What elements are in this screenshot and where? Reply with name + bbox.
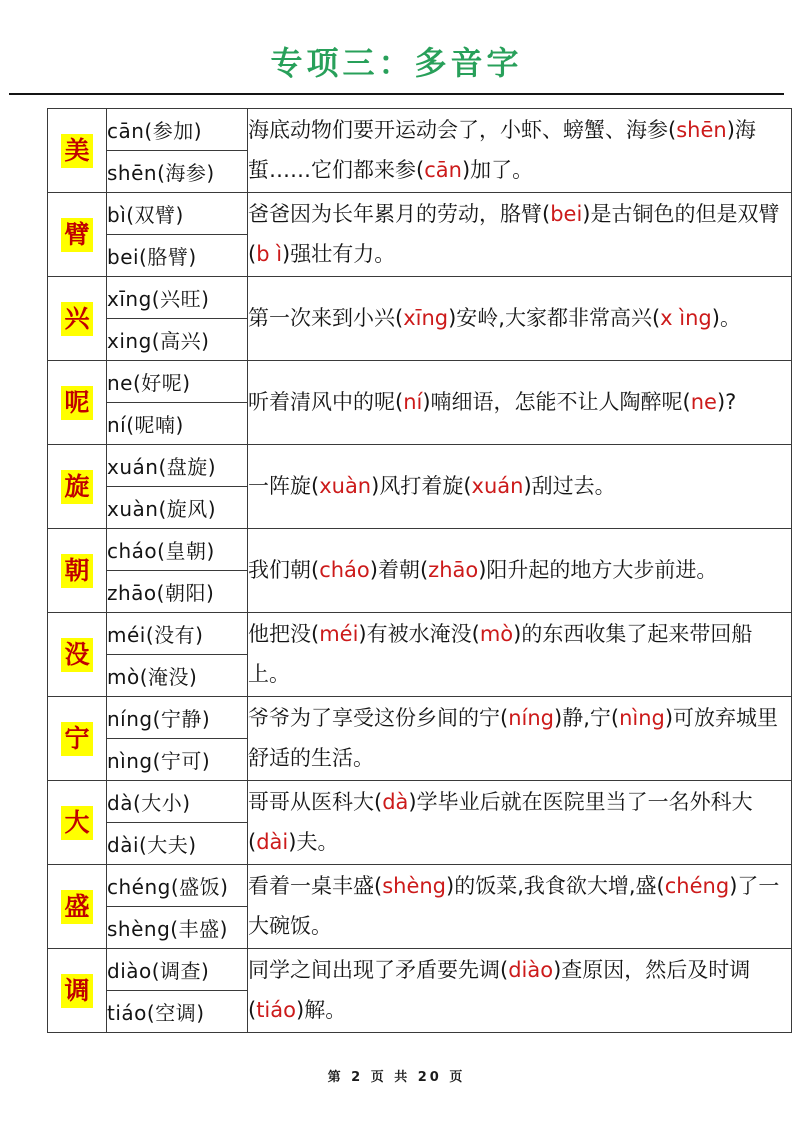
sentence-text: )解。 <box>296 997 347 1022</box>
sentence-text: 听着清风中的呢( <box>248 389 404 414</box>
sentence-text: )安岭,大家都非常高兴( <box>448 305 661 330</box>
page-number: 第 2 页 共 20 页 <box>327 1070 466 1085</box>
polyphone-table-body <box>48 109 792 1033</box>
pinyin-annotation: shēn <box>676 118 727 143</box>
reading-2: shèng(丰盛) <box>107 907 248 949</box>
sentence-text: )有被水淹没( <box>358 622 480 647</box>
pinyin-annotation: nìng <box>619 706 665 731</box>
table-row <box>48 529 792 571</box>
pinyin-annotation: mò <box>479 622 514 647</box>
sentence-text: )刮过去。 <box>523 473 616 498</box>
pinyin-annotation: zhāo <box>428 557 479 582</box>
polyphone-character: 没 <box>61 638 92 672</box>
polyphone-character: 大 <box>61 806 92 840</box>
polyphone-table <box>47 108 792 1033</box>
polyphone-character: 呢 <box>61 386 92 420</box>
sentence-text: )强壮有力。 <box>282 241 396 266</box>
reading-2: bei(胳臂) <box>107 235 248 277</box>
sentence-text: )。 <box>711 305 741 330</box>
reading-2: mò(淹没) <box>107 655 248 697</box>
reading-1: diào(调查) <box>107 949 248 991</box>
table-row <box>48 361 792 403</box>
sentence-text: )加了。 <box>461 157 534 182</box>
reading-1: xuán(盘旋) <box>107 445 248 487</box>
polyphone-character: 宁 <box>61 722 92 756</box>
pinyin-annotation: ne <box>690 389 717 414</box>
page-title: 专项三：多音字 <box>270 44 523 82</box>
sentence-text: )的东西收集了起来带回船上。 <box>248 622 753 686</box>
pinyin-annotation: dà <box>382 790 409 815</box>
example-sentence <box>248 445 792 529</box>
table-row <box>48 277 792 319</box>
pinyin-annotation: xuàn <box>319 473 372 498</box>
table-row <box>48 109 792 151</box>
char-cell <box>48 949 107 1033</box>
sentence-text: )的饭菜,我食欲大增,盛( <box>446 874 665 899</box>
sentence-text: )风打着旋( <box>371 473 472 498</box>
sentence-text: )阳升起的地方大步前进。 <box>478 557 718 582</box>
polyphone-character: 调 <box>61 974 92 1008</box>
reading-1: xīng(兴旺) <box>107 277 248 319</box>
char-cell <box>48 361 107 445</box>
char-cell <box>48 613 107 697</box>
sentence-text: 他把没( <box>248 622 320 647</box>
sentence-text: )了一大碗饭。 <box>248 874 780 938</box>
pinyin-annotation: chéng <box>664 874 730 899</box>
sentence-text: )静,宁( <box>554 706 620 731</box>
char-cell <box>48 781 107 865</box>
sentence-text: )着朝( <box>369 557 429 582</box>
reading-1: ne(好呢) <box>107 361 248 403</box>
sentence-text: )喃细语，怎能不让人陶醉呢( <box>422 389 691 414</box>
char-cell <box>48 697 107 781</box>
char-cell <box>48 865 107 949</box>
example-sentence <box>248 781 792 865</box>
pinyin-annotation: shèng <box>382 874 447 899</box>
reading-1: méi(没有) <box>107 613 248 655</box>
example-sentence <box>248 949 792 1033</box>
sentence-text: 爸爸因为长年累月的劳动，胳臂( <box>248 202 551 227</box>
example-sentence <box>248 109 792 193</box>
reading-2: tiáo(空调) <box>107 991 248 1033</box>
pinyin-annotation: diào <box>508 958 554 983</box>
pinyin-annotation: dài <box>256 829 289 854</box>
polyphone-character: 盛 <box>61 890 92 924</box>
pinyin-annotation: méi <box>319 622 359 647</box>
table-row <box>48 781 792 823</box>
pinyin-annotation: xuán <box>471 473 524 498</box>
example-sentence <box>248 613 792 697</box>
example-sentence <box>248 865 792 949</box>
pinyin-annotation: ní <box>403 389 423 414</box>
pinyin-annotation: x ìng <box>660 305 712 330</box>
polyphone-character: 旋 <box>61 470 92 504</box>
char-cell <box>48 109 107 193</box>
polyphone-character: 臂 <box>61 218 92 252</box>
pinyin-annotation: tiáo <box>256 997 296 1022</box>
polyphone-character: 朝 <box>61 554 92 588</box>
example-sentence <box>248 277 792 361</box>
example-sentence <box>248 697 792 781</box>
char-cell <box>48 193 107 277</box>
sentence-text: )海蜇……它们都来参( <box>248 118 756 182</box>
title-underline <box>9 93 784 95</box>
reading-2: dài(大夫) <box>107 823 248 865</box>
reading-1: chéng(盛饭) <box>107 865 248 907</box>
reading-2: zhāo(朝阳) <box>107 571 248 613</box>
table-row <box>48 697 792 739</box>
sentence-text: 海底动物们要开运动会了，小虾、螃蟹、海参( <box>248 118 677 143</box>
char-cell <box>48 277 107 361</box>
pinyin-annotation: xīng <box>403 305 449 330</box>
sentence-text: 哥哥从医科大( <box>248 790 383 815</box>
sentence-text: )? <box>716 389 737 414</box>
pinyin-annotation: níng <box>508 706 554 731</box>
pinyin-annotation: b ì <box>256 241 283 266</box>
char-cell <box>48 529 107 613</box>
table-row <box>48 865 792 907</box>
pinyin-annotation: bei <box>550 202 583 227</box>
sentence-text: 看着一桌丰盛( <box>248 874 383 899</box>
reading-2: xuàn(旋风) <box>107 487 248 529</box>
reading-2: shēn(海参) <box>107 151 248 193</box>
sentence-text: )可放弃城里舒适的生活。 <box>248 706 779 770</box>
table-row <box>48 949 792 991</box>
sentence-text: 一阵旋( <box>248 473 320 498</box>
table-row <box>48 193 792 235</box>
char-cell <box>48 445 107 529</box>
table-row <box>48 613 792 655</box>
pinyin-annotation: cān <box>424 157 462 182</box>
polyphone-character: 兴 <box>61 302 92 336</box>
reading-2: ní(呢喃) <box>107 403 248 445</box>
example-sentence <box>248 361 792 445</box>
sentence-text: 第一次来到小兴( <box>248 305 404 330</box>
reading-1: cháo(皇朝) <box>107 529 248 571</box>
table-row <box>48 445 792 487</box>
example-sentence <box>248 193 792 277</box>
sentence-text: )学毕业后就在医院里当了一名外科大( <box>248 790 753 854</box>
pinyin-annotation: cháo <box>319 557 370 582</box>
sentence-text: )夫。 <box>288 829 339 854</box>
polyphone-character: 美 <box>61 134 92 168</box>
reading-2: xing(高兴) <box>107 319 248 361</box>
sentence-text: 同学之间出现了矛盾要先调( <box>248 958 509 983</box>
reading-1: bì(双臂) <box>107 193 248 235</box>
reading-2: nìng(宁可) <box>107 739 248 781</box>
reading-1: dà(大小) <box>107 781 248 823</box>
reading-1: níng(宁静) <box>107 697 248 739</box>
sentence-text: 我们朝( <box>248 557 320 582</box>
reading-1: cān(参加) <box>107 109 248 151</box>
sentence-text: )是古铜色的但是双臂( <box>248 202 780 266</box>
example-sentence <box>248 529 792 613</box>
sentence-text: )查原因，然后及时调( <box>248 958 751 1022</box>
sentence-text: 爷爷为了享受这份乡间的宁( <box>248 706 509 731</box>
